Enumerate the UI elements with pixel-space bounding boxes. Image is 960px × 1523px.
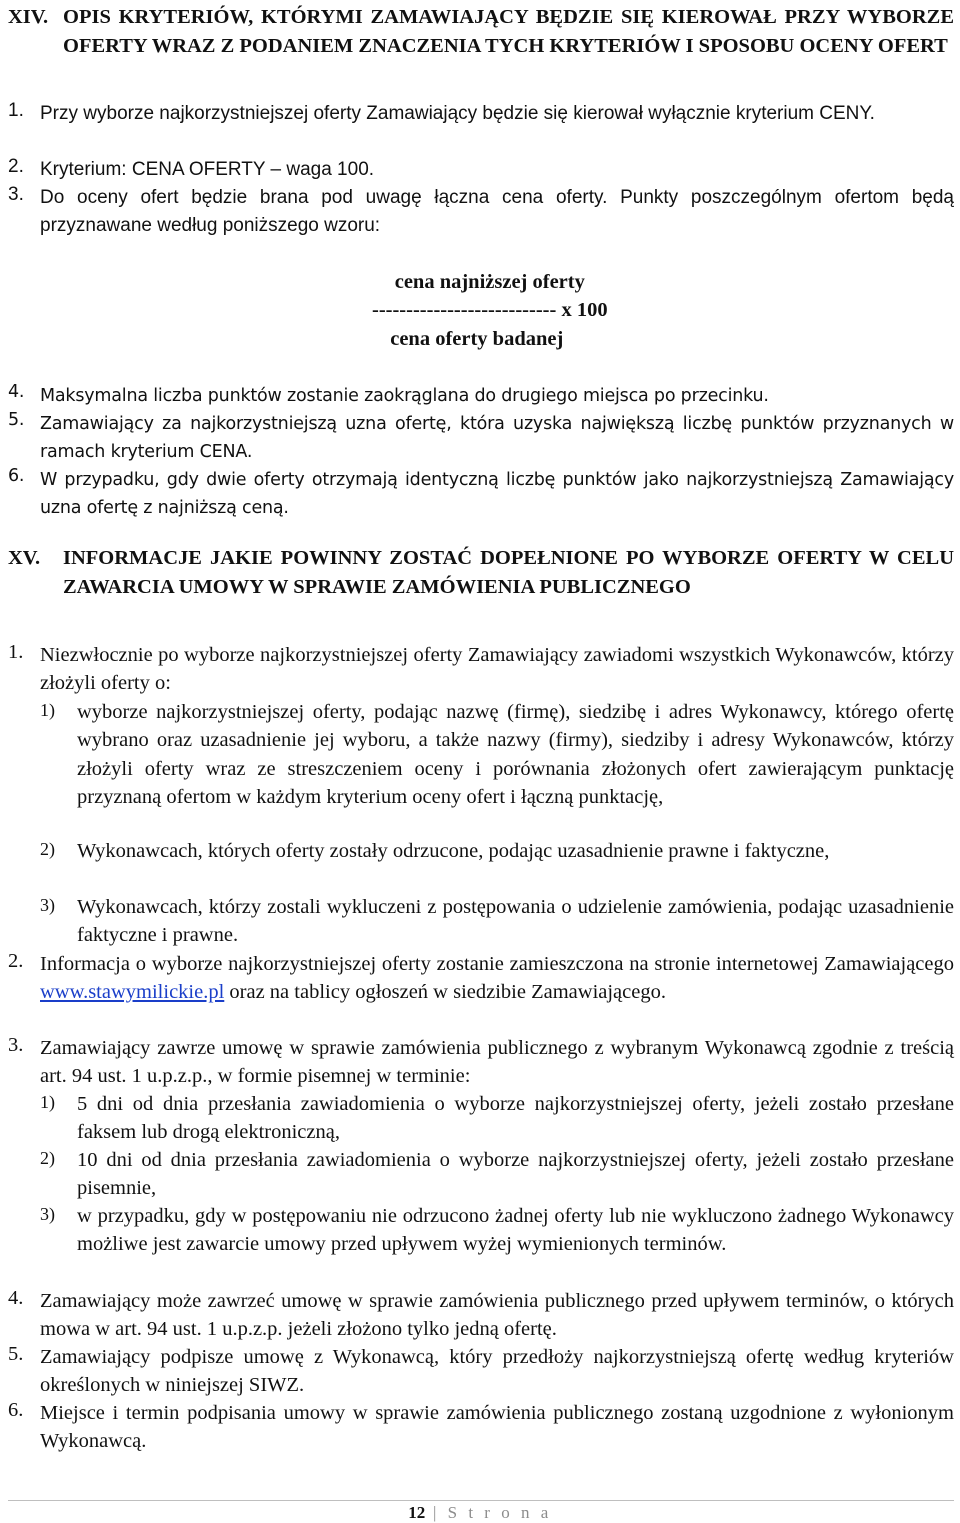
s15-item-4-number: 4. xyxy=(8,1287,24,1309)
s14-item-6 xyxy=(8,466,954,523)
s15-item-1-sub-3 xyxy=(40,893,954,950)
section-15-title: INFORMACJE JAKIE POWINNY ZOSTAĆ DOPEŁNIONE PO WYBORZE OFERTY W CELU ZAWARCIA UMOWY W SPRAWIE ZAMÓWIENIA PUBLICZNEGO xyxy=(63,547,954,598)
s15-item-1-number: 1. xyxy=(8,641,24,663)
s15-item-1-text: Niezwłocznie po wyborze najkorzystniejszej oferty Zamawiający zawiadomi wszystkich Wykonawców, którzy złożyli oferty o: xyxy=(40,644,954,695)
s15-item-3-text: Zamawiający zawrze umowę w sprawie zamówienia publicznego z wybranym Wykonawcą zgodnie z treścią art. 94 ust. 1 u.p.z.p., w formie pisemnej w terminie: xyxy=(40,1037,954,1088)
s15-item-3-sub-2-text: 10 dni od dnia przesłania zawiadomienia o wyborze najkorzystniejszej oferty, jeżeli zostało przesłane pisemnie, xyxy=(77,1149,954,1200)
page-number: 12 xyxy=(408,1503,426,1522)
s15-item-1-sub-2-text: Wykonawcach, których oferty zostały odrzucone, podając uzasadnienie prawne i faktyczne, xyxy=(77,840,830,862)
s15-item-1-sub-3-text: Wykonawcach, którzy zostali wykluczeni z postępowania o udzielenie zamówienia, podając uzasadnienie faktyczne i prawne. xyxy=(77,896,954,947)
s15-item-3-sub-3 xyxy=(40,1202,954,1259)
s15-item-6-number: 6. xyxy=(8,1399,24,1421)
section-15-number: XV. xyxy=(8,547,41,569)
s15-item-3-sub-1-text: 5 dni od dnia przesłania zawiadomienia o wyborze najkorzystniejszej oferty, jeżeli zostało przesłane faksem lub drogą elektroniczną, xyxy=(77,1093,954,1144)
s15-item-1-sub-1-text: wyborze najkorzystniejszej oferty, podając nazwę (firmę), siedzibę i adres Wykonawcy, którego ofertę wybrano oraz uzasadnienie jej wyboru, a także nazwy (firmy), siedziby i adresy Wykonawców, którzy złożyli oferty wraz ze streszczeniem oceny i porównania złożonych ofert zawierającym punktację przyznaną ofertom w każdym kryterium oceny ofert i łączną punktację, xyxy=(77,701,954,809)
s15-item-5-text: Zamawiający podpisze umowę z Wykonawcą, który przedłoży najkorzystniejszą ofertę według kryteriów określonych w niniejszej SIWZ. xyxy=(40,1346,954,1397)
formula-fraction-line: --------------------------- x 100 xyxy=(372,299,608,322)
s14-item-2-text: Kryterium: CENA OFERTY – waga 100. xyxy=(40,159,375,180)
s15-item-3-sub-1-number: 1) xyxy=(40,1092,55,1112)
s15-item-4-text: Zamawiający może zawrzeć umowę w sprawie zamówienia publicznego przed upływem terminów, o których mowa w art. 94 ust. 1 u.p.z.p. jeżeli złożono tylko jedną ofertę. xyxy=(40,1290,954,1341)
s14-item-3 xyxy=(8,184,954,241)
s15-item-1-sub-1 xyxy=(40,698,954,812)
s14-item-1-number: 1. xyxy=(8,100,24,121)
s14-item-1 xyxy=(8,100,954,128)
s15-item-3 xyxy=(8,1034,954,1091)
s15-item-1 xyxy=(8,641,954,698)
s15-item-1-sub-2-number: 2) xyxy=(40,839,55,859)
page-label: S t r o n a xyxy=(447,1503,552,1522)
s15-item-3-number: 3. xyxy=(8,1034,24,1056)
s15-item-2 xyxy=(8,950,954,1007)
section-14-number: XIV. xyxy=(8,6,49,28)
s14-item-5-number: 5. xyxy=(8,410,25,430)
s15-item-2-text-after: oraz na tablicy ogłoszeń w siedzibie Zamawiającego. xyxy=(224,981,666,1004)
s15-item-1-sub-2 xyxy=(40,837,954,865)
s15-item-3-sub-2 xyxy=(40,1146,954,1203)
page-separator: | xyxy=(425,1503,448,1522)
s14-item-4-text: Maksymalna liczba punktów zostanie zaokrąglana do drugiego miejsca po przecinku. xyxy=(40,386,769,406)
s14-item-4 xyxy=(8,382,954,410)
s15-item-3-sub-2-number: 2) xyxy=(40,1148,55,1168)
section-14-heading xyxy=(8,3,954,60)
section-14-title: OPIS KRYTERIÓW, KTÓRYMI ZAMAWIAJĄCY BĘDZIE SIĘ KIEROWAŁ PRZY WYBORZE OFERTY WRAZ Z PODANIEM ZNACZENIA TYCH KRYTERIÓW I SPOSOBU OCENY OFERT xyxy=(63,6,954,57)
s15-item-1-sub-1-number: 1) xyxy=(40,700,55,720)
formula-denominator: cena oferty badanej xyxy=(390,327,564,350)
s14-item-2-number: 2. xyxy=(8,156,24,177)
s15-item-3-sub-3-number: 3) xyxy=(40,1204,55,1224)
s15-item-5-number: 5. xyxy=(8,1343,24,1365)
section-15-heading xyxy=(8,544,954,601)
s14-item-3-text: Do oceny ofert będzie brana pod uwagę łączna cena oferty. Punkty poszczególnym ofertom będą przyznawane według poniższego wzoru: xyxy=(40,187,954,237)
s14-item-6-number: 6. xyxy=(8,466,25,486)
s14-item-5 xyxy=(8,410,954,467)
s15-item-1-sub-3-number: 3) xyxy=(40,895,55,915)
s14-item-3-number: 3. xyxy=(8,184,24,205)
s15-item-2-number: 2. xyxy=(8,950,24,972)
s15-item-4 xyxy=(8,1287,954,1344)
s15-item-6-text: Miejsce i termin podpisania umowy w sprawie zamówienia publicznego zostaną uzgodnione z wyłonionym Wykonawcą. xyxy=(40,1402,954,1453)
s14-item-1-text: Przy wyborze najkorzystniejszej oferty Zamawiający będzie się kierował wyłącznie kryterium CENY. xyxy=(40,103,875,124)
formula-numerator: cena najniższej oferty xyxy=(394,271,585,293)
s15-item-3-sub-1 xyxy=(40,1090,954,1147)
s15-item-5 xyxy=(8,1343,954,1400)
s14-item-5-text: Zamawiający za najkorzystniejszą uzna ofertę, która uzyska największą liczbę punktów przyznanych w ramach kryterium CENA. xyxy=(40,414,954,463)
s14-item-6-text: W przypadku, gdy dwie oferty otrzymają identyczną liczbę punktów jako najkorzystniejszą Zamawiający uzna ofertę z najniższą ceną. xyxy=(40,470,954,519)
s14-item-4-number: 4. xyxy=(8,382,25,402)
s15-item-3-sub-3-text: w przypadku, gdy w postępowaniu nie odrzucono żadnej oferty lub nie wykluczono żadnego Wykonawcy możliwe jest zawarcie umowy przed upływem wyżej wymienionych terminów. xyxy=(77,1205,954,1256)
footer-divider xyxy=(8,1500,954,1501)
s15-item-2-text xyxy=(40,950,954,1007)
s15-item-2-text-before: Informacja o wyborze najkorzystniejszej oferty zostanie zamieszczona na stronie internetowej Zamawiającego xyxy=(40,953,954,975)
s15-item-6 xyxy=(8,1399,954,1456)
s14-item-2 xyxy=(8,156,954,184)
scoring-formula xyxy=(372,268,608,353)
website-link[interactable]: www.stawymilickie.pl xyxy=(40,981,225,1004)
page-footer xyxy=(0,1503,960,1523)
